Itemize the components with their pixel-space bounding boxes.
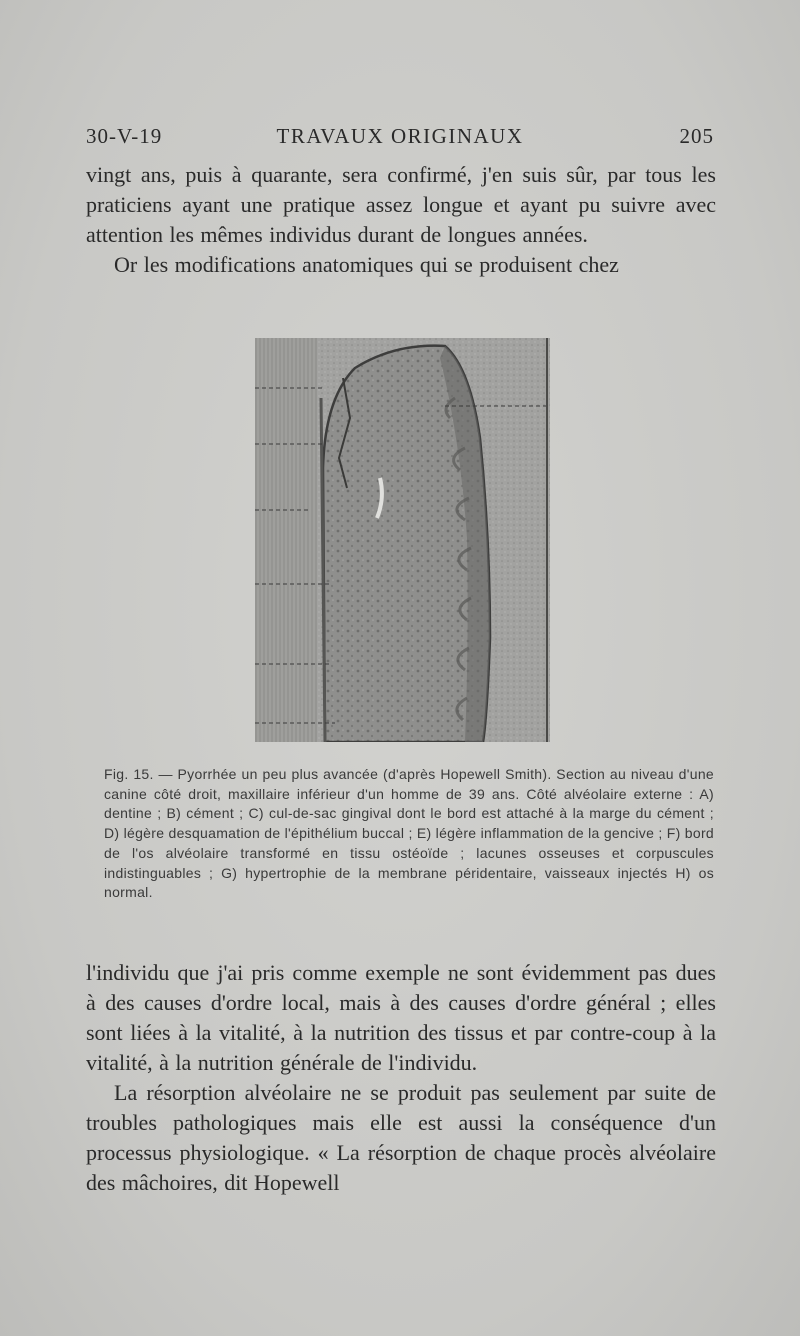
header-title: TRAVAUX ORIGINAUX: [276, 124, 524, 148]
page-number: 205: [679, 124, 714, 148]
text-block-bottom: [86, 958, 716, 1198]
text-block-top: [86, 160, 716, 280]
histology-figure: [255, 338, 550, 742]
figure-caption: [104, 765, 714, 903]
paragraph: vingt ans, puis à quarante, sera confirmé, j'en suis sûr, par tous les praticiens ayant une pratique assez longue et ayant pu suivre avec attention les mêmes individus durant de longues années.: [86, 162, 716, 247]
paragraph: La résorption alvéolaire ne se produit pas seulement par suite de troubles pathologiques mais elle est aussi la conséquence d'un processus physiologique. « La résorption de chaque procès alvéolaire des mâchoires, dit Hopewell: [86, 1080, 716, 1195]
paragraph: Or les modifications anatomiques qui se produisent chez: [114, 252, 619, 277]
running-header: [86, 124, 714, 152]
header-date: 30-V-19: [86, 124, 163, 148]
histology-micrograph: [255, 338, 550, 742]
caption-text: Fig. 15. — Pyorrhée un peu plus avancée (d'après Hopewell Smith). Section au niveau d'une canine côté droit, maxillaire inférieur d'un homme de 39 ans. Côté alvéolaire externe : A) dentine ; B) cément ; C) cul-de-sac gingival dont le bord est attaché à la marge du cément ; D) légère desquamation de l'épithélium buccal ; E) légère inflammation de la gencive ; F) bord de l'os alvéolaire transformé en tissu ostéoïde ; lacunes osseuses et corpuscules indistinguables ; G) hypertrophie de la membrane péridentaire, vaisseaux injectés H) os normal.: [104, 766, 714, 901]
paragraph: l'individu que j'ai pris comme exemple ne sont évidemment pas dues à des causes d'ordre local, mais à des causes d'ordre général ; elles sont liées à la vitalité, à la nutrition des tissus et par contre-coup à la vitalité, à la nutrition générale de l'individu.: [86, 960, 716, 1075]
